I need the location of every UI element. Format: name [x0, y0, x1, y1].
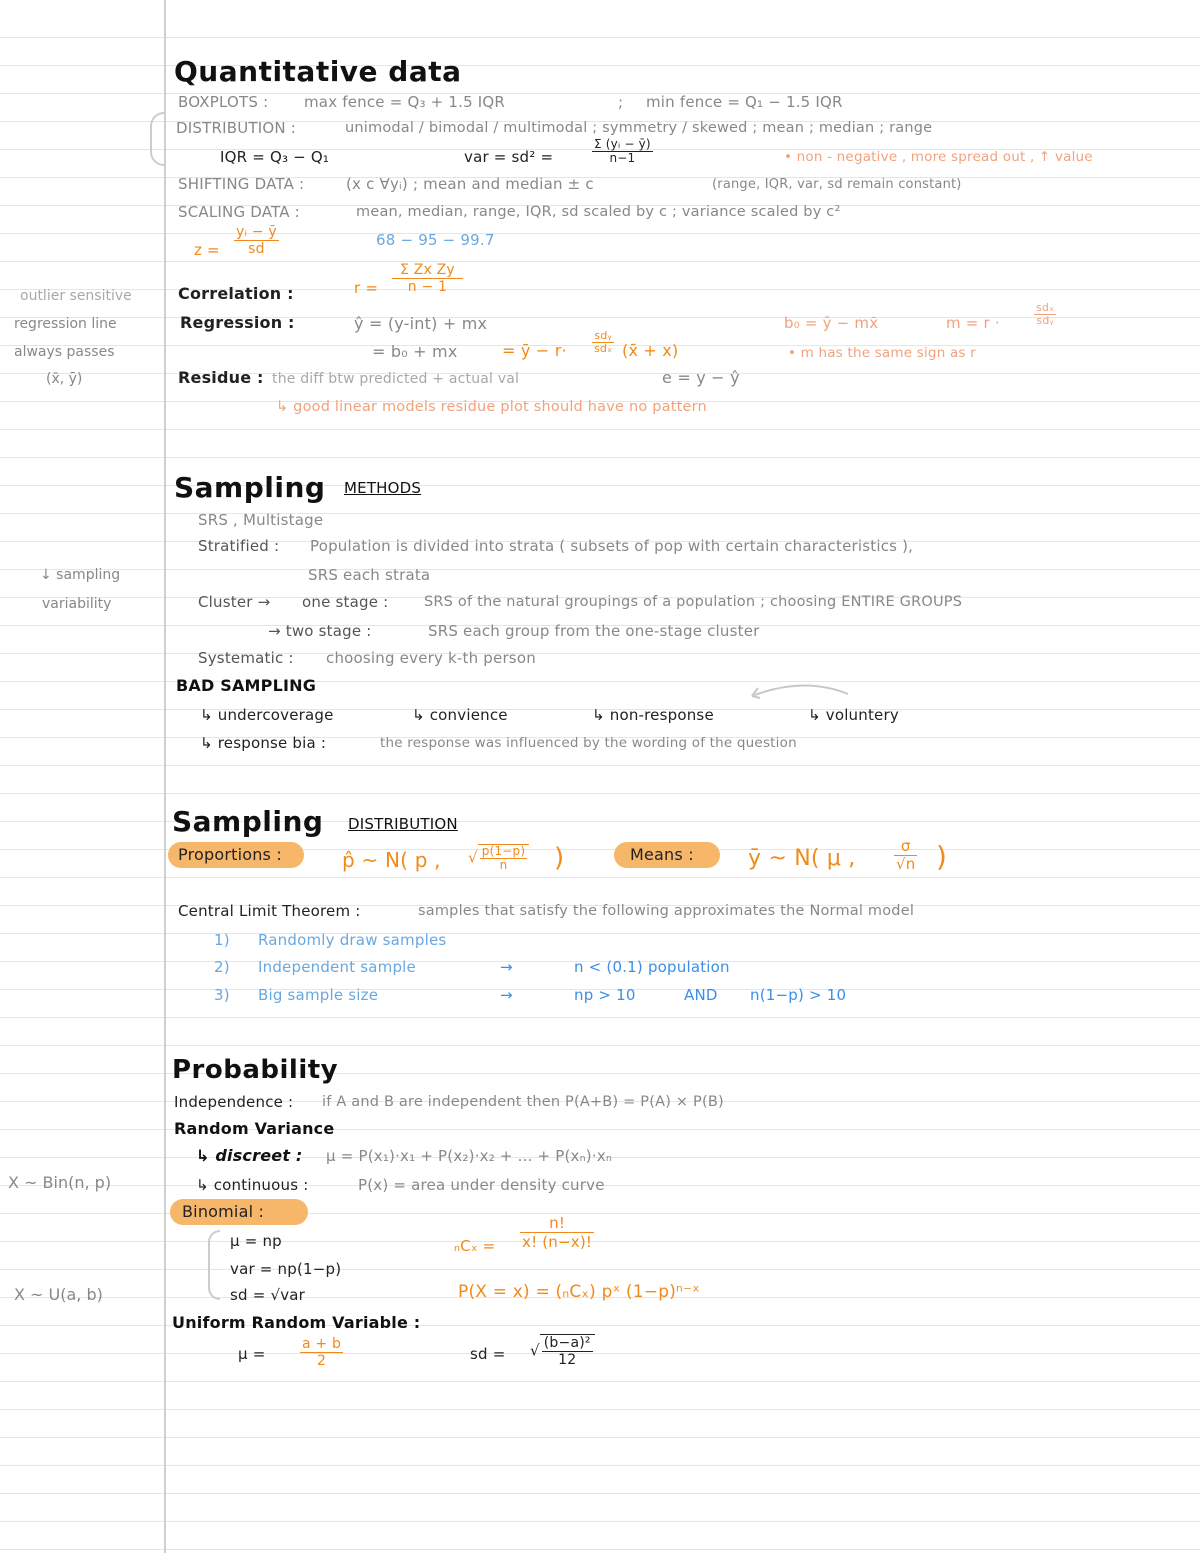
margin-note-outlier: outlier sensitive [20, 288, 132, 304]
slope-numerator: sdₓ [1036, 301, 1055, 314]
distribution-label: DISTRIBUTION : [176, 119, 297, 137]
means-eq-a: ȳ ~ N( μ , [748, 846, 856, 871]
continuous-formula: P(x) = area under density curve [358, 1176, 605, 1194]
margin-note-point: (x̄, ȳ) [46, 371, 83, 387]
systematic-text: choosing every k-th person [326, 649, 536, 667]
section-title-quantitative: Quantitative data [174, 55, 462, 88]
clt-cond2-num: 2) [214, 958, 230, 976]
boxplots-label: BOXPLOTS : [178, 93, 269, 111]
regression-fraction-num: sdᵧ [592, 330, 614, 343]
means-numerator: σ [894, 838, 917, 856]
combination-fraction [520, 1214, 594, 1251]
uniform-mean-lhs: μ = [238, 1345, 266, 1363]
srs-multistage: SRS , Multistage [198, 511, 324, 529]
residue-text: the diff btw predicted + actual val [272, 371, 520, 387]
clt-cond3-arrow: → [500, 986, 513, 1004]
uniform-sd-numerator: (b−a)² [543, 1335, 591, 1351]
stratified-label: Stratified : [198, 537, 280, 555]
proportions-label: Proportions : [178, 845, 282, 864]
binomial-sd: sd = √var [230, 1286, 306, 1304]
iqr-formula: IQR = Q₃ − Q₁ [220, 148, 330, 166]
proportions-denominator: n [499, 858, 508, 872]
two-stage-label: → two stage : [268, 622, 372, 640]
uniform-sd-fraction: √ $\frac{\text{(b−a)²}}{12}$ [530, 1334, 595, 1368]
margin-note-binomial: X ~ Bin(n, p) [8, 1173, 112, 1192]
r-fraction [392, 262, 463, 295]
boxplots-min: min fence = Q₁ − 1.5 IQR [646, 93, 843, 111]
uniform-mean-numerator: a + b [302, 1336, 342, 1352]
binomial-variance: var = np(1−p) [230, 1260, 342, 1278]
clt-cond2-condition: n < (0.1) population [574, 958, 730, 976]
regression-eq3-b: (x̄ + x) [622, 341, 679, 360]
clt-cond3: Big sample size [258, 986, 379, 1004]
random-variance-label: Random Variance [174, 1119, 335, 1138]
distribution-text: unimodal / bimodal / multimodal ; symmetry / skewed ; mean ; median ; range [345, 120, 933, 136]
margin-note-regression: regression line [14, 316, 117, 332]
z-fraction [234, 224, 279, 257]
slope-lhs: m = r · [946, 314, 1000, 332]
r-lhs: r = [354, 279, 379, 297]
one-stage-label: one stage : [302, 593, 389, 611]
residue-note: ↳ good linear models residue plot should have no pattern [276, 399, 707, 415]
margin-line [164, 0, 166, 1553]
slope-denominator: sdᵧ [1036, 314, 1054, 327]
scaling-text: mean, median, range, IQR, sd scaled by c ; variance scaled by c² [356, 204, 841, 220]
cluster-label: Cluster → [198, 593, 271, 611]
proportions-fraction: √ $\frac{p(1-p)}{n}$ [468, 844, 529, 872]
means-label: Means : [630, 845, 694, 864]
means-denominator: √n [896, 855, 916, 873]
z-numerator: yᵢ − ȳ [236, 224, 277, 240]
slope-fraction [1034, 302, 1056, 327]
systematic-label: Systematic : [198, 649, 294, 667]
section-title-probability: Probability [172, 1055, 339, 1085]
bad-sampling-label: BAD SAMPLING [176, 676, 317, 695]
shifting-note: (range, IQR, var, sd remain constant) [712, 177, 962, 192]
combination-numerator: n! [520, 1214, 594, 1233]
proportions-numerator: p(1−p) [481, 844, 526, 858]
regression-eq1: ŷ = (y-int) + mx [354, 314, 488, 333]
means-fraction [894, 838, 917, 873]
regression-fraction-den: sdₓ [594, 342, 613, 355]
section-title-sampling: Sampling [174, 471, 326, 504]
two-stage-text: SRS each group from the one-stage cluster [428, 622, 760, 640]
margin-note-sampling: ↓ sampling [40, 567, 121, 583]
margin-note-variability: variability [42, 596, 112, 612]
bad-convenience: ↳ convience [412, 706, 508, 724]
variance-denominator: n−1 [609, 151, 636, 165]
uniform-mean-denominator: 2 [317, 1353, 327, 1369]
section-subtitle-methods: METHODS [344, 479, 422, 497]
proportions-eq-a: p̂ ~ N( p , [342, 848, 441, 872]
boxplots-sep: ; [618, 93, 624, 111]
regression-eq2: = b₀ + mx [372, 342, 458, 361]
one-stage-text: SRS of the natural groupings of a population ; choosing ENTIRE GROUPS [424, 594, 963, 610]
z-denominator: sd [248, 241, 265, 257]
r-numerator: Σ Zx Zy [392, 262, 463, 279]
bad-response-bias-text: the response was influenced by the wording of the question [380, 735, 797, 751]
correlation-label: Correlation : [178, 284, 294, 303]
clt-cond3-num: 3) [214, 986, 230, 1004]
clt-cond2-arrow: → [500, 958, 513, 976]
regression-eq3-fraction [592, 330, 614, 355]
bracket [150, 112, 164, 166]
clt-cond2: Independent sample [258, 958, 416, 976]
boxplots-max: max fence = Q₃ + 1.5 IQR [304, 93, 506, 111]
combination-lhs: ₙCₓ = [454, 1237, 496, 1255]
residue-label: Residue : [178, 368, 264, 387]
binomial-pmf: P(X = x) = (ₙCₓ) pˣ (1−p)ⁿ⁻ˣ [458, 1282, 700, 1302]
binomial-mean: μ = np [230, 1232, 282, 1250]
uniform-sd-denominator: 12 [558, 1352, 577, 1368]
independence-text: if A and B are independent then P(A+B) = P(A) × P(B) [322, 1094, 724, 1110]
discrete-label: ↳ discreet : [196, 1146, 303, 1165]
clt-cond3-condition: np > 10 [574, 986, 636, 1004]
binomial-label: Binomial : [182, 1202, 265, 1221]
stratified-text-2: SRS each strata [308, 566, 431, 584]
margin-note-uniform: X ~ U(a, b) [14, 1285, 103, 1304]
clt-text: samples that satisfy the following approximates the Normal model [418, 903, 915, 919]
variance-fraction [592, 138, 653, 165]
bad-response-bias-label: ↳ response bia : [200, 734, 327, 752]
clt-cond3-and: AND [684, 986, 718, 1004]
section-title-distribution: Sampling [172, 805, 324, 838]
binomial-bracket [208, 1230, 220, 1300]
regression-label: Regression : [180, 313, 295, 332]
bad-nonresponse: ↳ non-response [592, 706, 714, 724]
empirical-rule: 68 − 95 − 99.7 [376, 231, 495, 249]
slope-note: • m has the same sign as r [788, 345, 976, 361]
uniform-label: Uniform Random Variable : [172, 1313, 421, 1332]
variance-lhs: var = sd² = [464, 148, 554, 166]
r-denominator: n − 1 [407, 279, 448, 295]
clt-label: Central Limit Theorem : [178, 902, 361, 920]
z-lhs: z = [194, 241, 220, 259]
continuous-label: ↳ continuous : [196, 1176, 309, 1194]
stratified-text: Population is divided into strata ( subsets of pop with certain characteristics ), [310, 537, 914, 555]
independence-label: Independence : [174, 1093, 294, 1111]
shifting-text: (x c ∀yᵢ) ; mean and median ± c [346, 175, 594, 193]
uniform-sd-lhs: sd = [470, 1345, 506, 1363]
combination-denominator: x! (n−x)! [522, 1233, 593, 1251]
residue-eq: e = y − ŷ [662, 368, 740, 387]
variance-note: • non - negative , more spread out , ↑ value [784, 149, 1093, 165]
discrete-formula: μ = P(x₁)·x₁ + P(x₂)·x₂ + ... + P(xₙ)·xₙ [326, 1147, 613, 1165]
section-subtitle-distribution: DISTRIBUTION [348, 815, 458, 833]
clt-cond1-num: 1) [214, 931, 230, 949]
means-eq-b: ) [936, 840, 948, 873]
bad-undercoverage: ↳ undercoverage [200, 706, 334, 724]
scaling-label: SCALING DATA : [178, 203, 300, 221]
arrow-curve-icon [744, 680, 854, 702]
bad-voluntary: ↳ voluntery [808, 706, 899, 724]
regression-eq3-a: = ȳ − r· [502, 341, 567, 360]
proportions-eq-b: ) [554, 843, 565, 873]
shifting-label: SHIFTING DATA : [178, 175, 305, 193]
clt-cond3-condition2: n(1−p) > 10 [750, 986, 847, 1004]
variance-numerator: Σ (yᵢ − ȳ) [594, 137, 651, 151]
clt-cond1: Randomly draw samples [258, 931, 447, 949]
intercept-formula: b₀ = ȳ − mx̄ [784, 314, 879, 332]
uniform-mean-fraction [300, 1336, 343, 1369]
margin-note-passes: always passes [14, 344, 115, 360]
